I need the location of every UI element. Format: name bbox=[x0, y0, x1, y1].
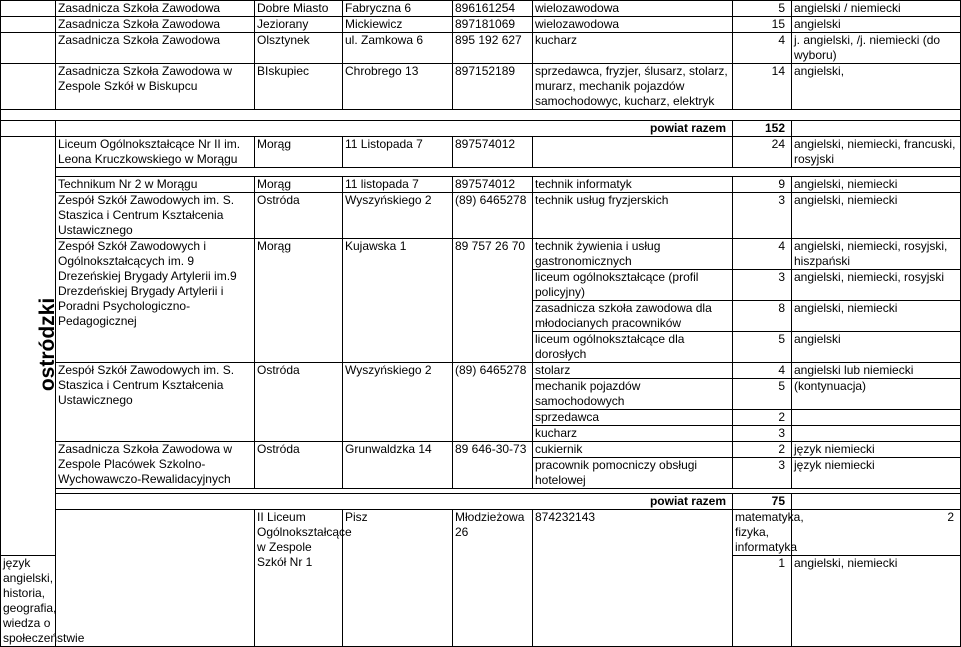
street-cell: Fabryczna 6 bbox=[343, 1, 453, 17]
table-row bbox=[1, 442, 961, 458]
language-cell: (kontynuacja) bbox=[792, 379, 961, 410]
profile-cell: zasadnicza szkoła zawodowa dla młodocianych pracowników bbox=[533, 301, 733, 332]
school-cell: Zespół Szkół Zawodowych im. S. Staszica i Centrum Kształcenia Ustawicznego bbox=[56, 363, 255, 442]
total-row bbox=[1, 121, 961, 137]
table-row bbox=[1, 137, 961, 168]
school-cell: Zasadnicza Szkoła Zawodowa bbox=[56, 33, 255, 64]
count-cell: 2 bbox=[792, 510, 961, 556]
profile-cell: kucharz bbox=[533, 33, 733, 64]
school-cell: Liceum Ogólnokształcące Nr II im. Leona Kruczkowskiego w Morągu bbox=[56, 137, 255, 168]
school-cell: II Liceum Ogólnokształcące w Zespole Szkół Nr 1 bbox=[255, 510, 343, 647]
count-cell: 8 bbox=[733, 301, 792, 332]
city-cell: Morąg bbox=[255, 177, 343, 193]
language-cell: angielski, bbox=[792, 64, 961, 110]
total-value: 75 bbox=[733, 494, 792, 510]
street-cell: Grunwaldzka 14 bbox=[343, 442, 453, 489]
language-cell bbox=[792, 410, 961, 426]
language-cell: angielski, niemiecki bbox=[792, 177, 961, 193]
language-cell: angielski, niemiecki bbox=[792, 301, 961, 332]
table-row bbox=[1, 239, 961, 270]
total-label: powiat razem bbox=[56, 121, 733, 137]
phone-cell: 89 646-30-73 bbox=[453, 442, 533, 489]
total-row bbox=[1, 494, 961, 510]
profile-cell: język angielski, historia, geografia, wiedza o społeczeństwie bbox=[1, 556, 56, 647]
language-cell: angielski, niemiecki, rosyjski, hiszpański bbox=[792, 239, 961, 270]
phone-cell: 895 192 627 bbox=[453, 33, 533, 64]
profile-cell bbox=[533, 137, 733, 168]
language-cell: język niemiecki bbox=[792, 458, 961, 489]
street-cell: Wyszyńskiego 2 bbox=[343, 193, 453, 239]
language-cell: angielski, niemiecki, rosyjski bbox=[792, 270, 961, 301]
count-cell: 4 bbox=[733, 33, 792, 64]
street-cell: Wyszyńskiego 2 bbox=[343, 363, 453, 442]
phone-cell: 897181069 bbox=[453, 17, 533, 33]
city-cell: Ostróda bbox=[255, 363, 343, 442]
school-cell: Zasadnicza Szkoła Zawodowa bbox=[56, 17, 255, 33]
total-label: powiat razem bbox=[56, 494, 733, 510]
table-row bbox=[1, 177, 961, 193]
table-row bbox=[1, 1, 961, 17]
city-cell: BIskupiec bbox=[255, 64, 343, 110]
profile-cell: stolarz bbox=[533, 363, 733, 379]
profile-cell: sprzedawca bbox=[533, 410, 733, 426]
street-cell: 11 Listopada 7 bbox=[343, 137, 453, 168]
count-cell: 4 bbox=[733, 363, 792, 379]
school-cell: Zasadnicza Szkoła Zawodowa w Zespole Szkół w Biskupcu bbox=[56, 64, 255, 110]
table-row bbox=[1, 363, 961, 379]
table-row bbox=[1, 17, 961, 33]
school-cell: Zasadnicza Szkoła Zawodowa bbox=[56, 1, 255, 17]
count-cell: 3 bbox=[733, 426, 792, 442]
phone-cell: (89) 6465278 bbox=[453, 193, 533, 239]
profile-cell: cukiernik bbox=[533, 442, 733, 458]
count-cell: 15 bbox=[733, 17, 792, 33]
school-cell: Zespół Szkół Zawodowych i Ogólnokształcących im. 9 Drezeńskiej Brygady Artylerii im.9 Drezdeńskiej Brygady Artylerii i Poradni Psychologiczno-Pedagogicznej bbox=[56, 239, 255, 363]
profile-cell: liceum ogólnokształcące (profil policyjny) bbox=[533, 270, 733, 301]
phone-cell: (89) 6465278 bbox=[453, 363, 533, 442]
profile-cell: technik usług fryzjerskich bbox=[533, 193, 733, 239]
profile-cell: wielozawodowa bbox=[533, 1, 733, 17]
phone-cell: 897152189 bbox=[453, 64, 533, 110]
school-cell: Zasadnicza Szkoła Zawodowa w Zespole Placówek Szkolno-Wychowawczo-Rewalidacyjnych bbox=[56, 442, 255, 489]
count-cell: 5 bbox=[733, 379, 792, 410]
count-cell: 3 bbox=[733, 458, 792, 489]
count-cell: 3 bbox=[733, 270, 792, 301]
phone-cell: 896161254 bbox=[453, 1, 533, 17]
city-cell: Pisz bbox=[343, 510, 453, 647]
count-cell: 24 bbox=[733, 137, 792, 168]
street-cell: 11 listopada 7 bbox=[343, 177, 453, 193]
city-cell: Olsztynek bbox=[255, 33, 343, 64]
city-cell: Ostróda bbox=[255, 442, 343, 489]
count-cell: 2 bbox=[733, 410, 792, 426]
language-cell: angielski, niemiecki bbox=[792, 556, 961, 647]
profile-cell: kucharz bbox=[533, 426, 733, 442]
phone-cell: 897574012 bbox=[453, 177, 533, 193]
spacer-row bbox=[1, 168, 961, 177]
profile-cell: technik żywienia i usług gastronomicznych bbox=[533, 239, 733, 270]
language-cell: angielski / niemiecki bbox=[792, 1, 961, 17]
total-value: 152 bbox=[733, 121, 792, 137]
profile-cell: pracownik pomocniczy obsługi hotelowej bbox=[533, 458, 733, 489]
language-cell bbox=[792, 426, 961, 442]
street-cell: Kujawska 1 bbox=[343, 239, 453, 363]
language-cell: język niemiecki bbox=[792, 442, 961, 458]
street-cell: Młodzieżowa 26 bbox=[453, 510, 533, 647]
district-label: ostródzki bbox=[1, 137, 56, 556]
table-row bbox=[1, 64, 961, 110]
table-row bbox=[1, 510, 961, 556]
phone-cell: 897574012 bbox=[453, 137, 533, 168]
city-cell: Morąg bbox=[255, 137, 343, 168]
language-cell: angielski bbox=[792, 17, 961, 33]
count-cell: 9 bbox=[733, 177, 792, 193]
school-cell: Zespół Szkół Zawodowych im. S. Staszica i Centrum Kształcenia Ustawicznego bbox=[56, 193, 255, 239]
phone-cell: 874232143 bbox=[533, 510, 733, 647]
language-cell: angielski, niemiecki bbox=[792, 193, 961, 239]
street-cell: Chrobrego 13 bbox=[343, 64, 453, 110]
spacer-row bbox=[1, 110, 961, 121]
count-cell: 4 bbox=[733, 239, 792, 270]
profile-cell: liceum ogólnokształcące dla dorosłych bbox=[533, 332, 733, 363]
city-cell: Dobre Miasto bbox=[255, 1, 343, 17]
language-cell: j. angielski, /j. niemiecki (do wyboru) bbox=[792, 33, 961, 64]
language-cell: angielski bbox=[792, 332, 961, 363]
city-cell: Morąg bbox=[255, 239, 343, 363]
language-cell: angielski lub niemiecki bbox=[792, 363, 961, 379]
profile-cell: mechanik pojazdów samochodowych bbox=[533, 379, 733, 410]
profile-cell: wielozawodowa bbox=[533, 17, 733, 33]
table-row bbox=[1, 193, 961, 239]
count-cell: 3 bbox=[733, 193, 792, 239]
city-cell: Jeziorany bbox=[255, 17, 343, 33]
language-cell: angielski, niemiecki, francuski, rosyjski bbox=[792, 137, 961, 168]
profile-cell: matematyka, fizyka, informatyka bbox=[733, 510, 792, 556]
count-cell: 1 bbox=[733, 556, 792, 647]
school-cell: Technikum Nr 2 w Morągu bbox=[56, 177, 255, 193]
count-cell: 5 bbox=[733, 332, 792, 363]
street-cell: ul. Zamkowa 6 bbox=[343, 33, 453, 64]
phone-cell: 89 757 26 70 bbox=[453, 239, 533, 363]
count-cell: 2 bbox=[733, 442, 792, 458]
street-cell: Mickiewicz bbox=[343, 17, 453, 33]
profile-cell: technik informatyk bbox=[533, 177, 733, 193]
count-cell: 14 bbox=[733, 64, 792, 110]
city-cell: Ostróda bbox=[255, 193, 343, 239]
table-row bbox=[1, 33, 961, 64]
count-cell: 5 bbox=[733, 1, 792, 17]
profile-cell: sprzedawca, fryzjer, ślusarz, stolarz, murarz, mechanik pojazdów samochodowyc, kucharz, elektryk bbox=[533, 64, 733, 110]
